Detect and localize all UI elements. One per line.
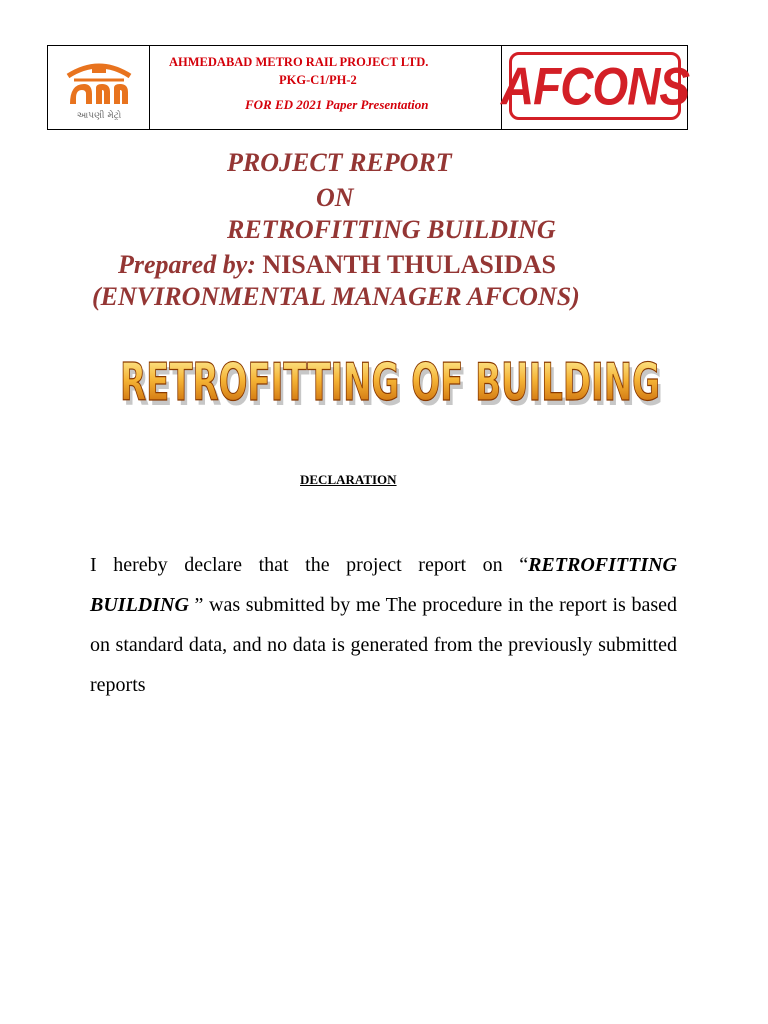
wordart-title [110, 340, 670, 435]
org-name: AHMEDABAD METRO RAIL PROJECT LTD. [169, 55, 429, 69]
afcons-logo-text: AFCONS [500, 56, 690, 116]
prepared-label: Prepared by: [118, 250, 256, 279]
afcons-logo [500, 52, 690, 120]
package-code: PKG-C1/PH-2 [279, 73, 357, 87]
declaration-body [90, 545, 677, 705]
declaration-text-after: ” was submitted by me The procedure in the report is based on standard data, and no data is generated from the previously submitted reports [90, 594, 677, 696]
wordart-text: RETROFITTING OF BUILDING [120, 353, 660, 413]
afcons-logo-cell [500, 46, 690, 129]
header-table [47, 45, 688, 130]
logo-caption: આપણી મેટ્રો [76, 111, 122, 121]
author-designation: (ENVIRONMENTAL MANAGER AFCONS) [92, 282, 580, 311]
declaration-emphasis: RETROFITTING BUILDING [90, 554, 677, 616]
report-title-line3: RETROFITTING BUILDING [227, 215, 556, 244]
report-title-line2: ON [316, 183, 354, 212]
ahmedabad-metro-logo [62, 54, 136, 122]
declaration-text-before: I hereby declare that the project report on “ [90, 554, 529, 576]
header-text-cell [150, 46, 502, 129]
author-name: NISANTH THULASIDAS [262, 250, 556, 279]
purpose-line: FOR ED 2021 Paper Presentation [245, 97, 429, 112]
declaration-heading: DECLARATION [300, 472, 397, 487]
wordart-shadow: RETROFITTING OF BUILDING [123, 358, 663, 418]
prepared-by [118, 250, 556, 280]
metro-logo-cell [48, 46, 150, 129]
report-title-line1: PROJECT REPORT [227, 148, 452, 177]
